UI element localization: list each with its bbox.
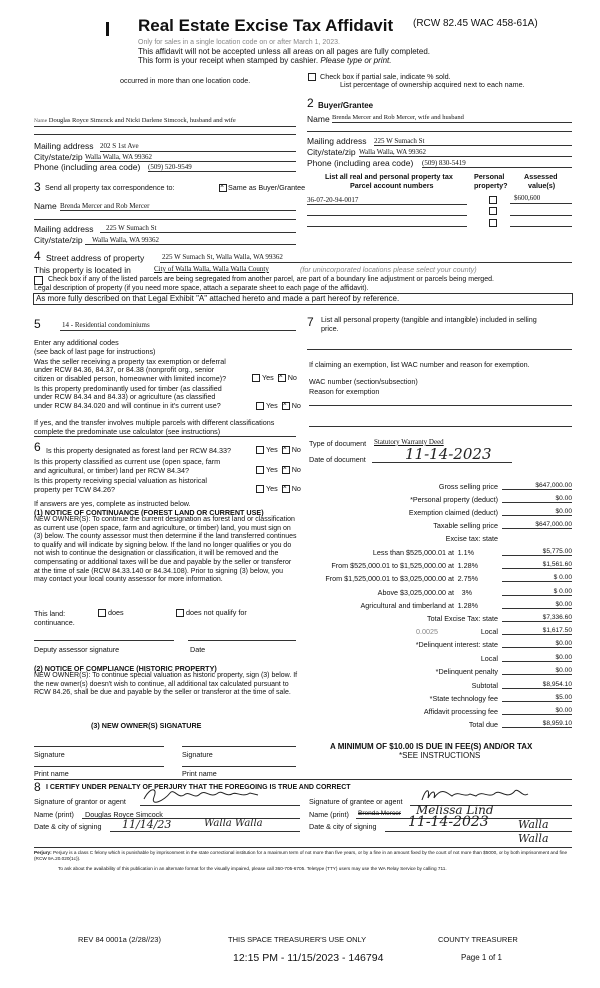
s6-q3-options: Yes × No xyxy=(254,484,301,493)
personal-heading-1: Personal xyxy=(474,172,505,181)
minimum-notice: A MINIMUM OF $10.00 IS DUE IN FEE(S) AND/OR TAX xyxy=(330,742,533,751)
does-option: does xyxy=(96,608,124,617)
section-7-number: 7 xyxy=(307,315,314,329)
s6-q1-yes-checkbox[interactable] xyxy=(256,446,264,454)
deputy-date-label: Date xyxy=(190,645,206,654)
s3-citystate: Walla Walla, WA 99362 xyxy=(92,236,160,244)
s6-q2-yes-checkbox[interactable] xyxy=(256,466,264,474)
s6-q3a: Is this property receiving special valuation as historical xyxy=(34,476,207,485)
grantor-sig-label: Signature of grantor or agent xyxy=(34,797,126,806)
buyer-citystate-label: City/state/zip xyxy=(307,147,356,157)
calc-tech-fee: *State technology fee $5.00 xyxy=(429,694,572,703)
s5-q2b: under RCW 84.34 and 84.33) or agriculture (as classified xyxy=(34,392,216,401)
owner-print-1-label: Print name xyxy=(34,769,69,778)
personal-heading-2: property? xyxy=(474,181,508,190)
header-note-1: Only for sales in a single location code on or after March 1, 2023. xyxy=(138,39,340,46)
s5-q1a: Was the seller receiving a property tax exemption or deferral xyxy=(34,357,226,366)
section-2-number: 2 xyxy=(307,96,314,110)
partial-sale-checkbox[interactable] xyxy=(308,73,316,81)
calc-local-2: Local $0.00 xyxy=(480,654,572,663)
s6-q2a: Is this property classified as current use (open space, farm xyxy=(34,457,221,466)
doc-type-label: Type of document xyxy=(309,439,367,448)
does-not-option: does not qualify for xyxy=(174,608,247,617)
unincorporated-note: (for unincorporated locations please select your county) xyxy=(300,265,477,274)
s6-answers: If answers are yes, complete as instructed below. xyxy=(34,499,191,508)
s5-q2-yes-checkbox[interactable] xyxy=(256,402,264,410)
calc-local: 0.0025 Local $1,617.50 xyxy=(416,627,572,636)
s6-q3-no-checkbox[interactable] xyxy=(282,485,290,493)
continuance-label: continuance. xyxy=(34,618,75,627)
this-land-label: This land: xyxy=(34,609,66,618)
calc-subtotal: Subtotal $8,954.10 xyxy=(471,681,572,690)
owner-signature-1-label: Signature xyxy=(34,750,65,759)
segregated-label: Check box if any of the listed parcels are being segregated from another parcel, are part of a boundary line adjustment or parcels being merged. xyxy=(48,276,494,283)
s5-q3a: If yes, and the transfer involves multiple parcels with different classifications xyxy=(34,418,275,427)
calc-total-state: Total Excise Tax: state $7,336.60 xyxy=(427,614,572,623)
s6-q1: Is this property designated as forest land per RCW 84.33? xyxy=(46,446,231,455)
parcel-number: 36-07-20-94-0017 xyxy=(307,196,359,204)
owner-print-2-label: Print name xyxy=(182,769,217,778)
form-revision: REV 84 0001a (2/28//23) xyxy=(78,935,161,944)
alternate-format-notice: To ask about the availability of this publication in an alternate format for the visually impaired, please call 360-705-6705. Teletype (TTY) users may use the WA Relay Service by calling 711. xyxy=(58,866,447,871)
correspondence-label: Send all property tax correspondence to: xyxy=(45,183,175,192)
see-back-label: (see back of last page for instructions) xyxy=(34,347,156,356)
perjury-notice: Perjury: Perjury is a class C felony which is punishable by imprisonment in the state correctional institution for a maximum term of not more than five years, or by a fine in an amount fixed by the court of not more than $5000, or by both imprisonment and fine (RCW 9A.20.020(1c)). xyxy=(34,850,568,861)
section-6-number: 6 xyxy=(34,440,41,454)
form-rcw: (RCW 82.45 WAC 458-61A) xyxy=(413,18,538,29)
grantor-name-label: Name (print) xyxy=(34,810,74,819)
grantor-name: Douglas Royce Simcock xyxy=(85,810,163,819)
s3-citystate-label: City/state/zip xyxy=(34,235,83,245)
seller-mailing: 202 S 1st Ave xyxy=(100,142,139,150)
grantee-sig-label: Signature of grantee or agent xyxy=(309,797,403,806)
partial-sale-label: Check box if partial sale, indicate % sold. xyxy=(320,72,451,81)
seller-phone-label: Phone (including area code) xyxy=(34,162,141,172)
grantee-name-struck: Brenda Mercer xyxy=(358,810,401,817)
buyer-heading: Buyer/Grantee xyxy=(318,101,374,110)
additional-codes-label: Enter any additional codes xyxy=(34,338,119,347)
calc-delinquent-interest: *Delinquent interest: state $0.00 xyxy=(415,640,572,649)
does-not-checkbox[interactable] xyxy=(176,609,184,617)
s5-q2a: Is this property predominantly used for timber (as classified xyxy=(34,384,222,393)
multi-location-note: occurred in more than one location code. xyxy=(120,76,251,85)
s3-name: Brenda Mercer and Rob Mercer xyxy=(60,202,150,210)
s6-q1-options: Yes × No xyxy=(254,445,301,454)
s3-name-label: Name xyxy=(34,201,57,211)
doc-date-label: Date of document xyxy=(309,455,366,464)
grantor-signature xyxy=(140,785,290,805)
parcel-heading-2: Parcel account numbers xyxy=(350,181,434,190)
see-instructions: *SEE INSTRUCTIONS xyxy=(399,751,481,760)
section-5-number: 5 xyxy=(34,317,41,331)
grantee-name-label: Name (print) xyxy=(309,810,349,819)
grantor-city: Walla Walla xyxy=(204,818,263,829)
section-8-number: 8 xyxy=(34,780,41,794)
same-as-buyer-checkbox[interactable] xyxy=(219,184,227,192)
calc-total-due: Total due $8,959.10 xyxy=(468,720,572,729)
section-3-number: 3 xyxy=(34,180,41,194)
parcel-value: $600,600 xyxy=(514,194,541,202)
deputy-signature-label: Deputy assessor signature xyxy=(34,645,120,654)
calc-agricultural: Agricultural and timberland at 1.28% $0.00 xyxy=(360,601,572,610)
doc-type: Statutory Warranty Deed xyxy=(374,438,444,446)
s5-q2-options: Yes × No xyxy=(254,401,301,410)
notice-2-title: (2) NOTICE OF COMPLIANCE (HISTORIC PROPERTY) xyxy=(34,664,217,673)
assessed-heading-2: value(s) xyxy=(528,181,556,190)
assessed-heading-1: Assessed xyxy=(524,172,558,181)
s6-q2-no-checkbox[interactable] xyxy=(282,466,290,474)
form-title: Real Estate Excise Tax Affidavit xyxy=(138,16,394,35)
seller-name: Name Douglas Royce Simcock and Nicki Darlene Simcock, husband and wife xyxy=(34,117,236,124)
notice-1-body: NEW OWNER(S): To continue the current designation as forest land or classification as current use (open space, farm and agriculture, or timber) land, you must sign on (3) below. The county assessor must then determine if the land transferred continues to qualify and will indicate by signing below. If the land no longer qualifies or you do not wish to continue the designation or classification, it will be removed and the compensating or additional taxes will be due and payable by the seller or transferor at the time of sale (RCW 84.33.140 or 84.34.108). Prior to signing (3) below, you may contact your local county assessor for more information. xyxy=(34,516,297,584)
s6-q2-options: Yes × No xyxy=(254,465,301,474)
located-label: This property is located in xyxy=(34,265,131,275)
s3-mailing: 225 W Sumach St xyxy=(106,224,157,232)
calc-tier-2: From $525,000.01 to $1,525,000.00 at 1.28% $1,561.60 xyxy=(331,561,572,570)
calc-delinquent-penalty: *Delinquent penalty $0.00 xyxy=(435,667,572,676)
calc-tier-1: Less than $525,000.01 at 1.1% $5,775.00 xyxy=(372,548,572,557)
parcel-2-personal-checkbox[interactable] xyxy=(489,207,497,215)
buyer-mailing-label: Mailing address xyxy=(307,136,367,146)
calc-gross: Gross selling price $647,000.00 xyxy=(438,482,572,491)
grantor-date-label: Date & city of signing xyxy=(34,822,102,831)
located-in: City of Walla Walla, Walla Walla County xyxy=(154,265,269,273)
calc-exempt: Exemption claimed (deduct) $0.00 xyxy=(408,508,572,517)
grantor-date: 11/14/23 xyxy=(122,818,172,831)
s5-q1b: under RCW 84.36, 84.37, or 84.38 (nonprofit org., senior xyxy=(34,365,215,374)
exemption-label: If claiming an exemption, list WAC number and reason for exemption. xyxy=(309,360,530,369)
s5-q2c: under RCW 84.34.020 and will continue in it's current use? xyxy=(34,401,221,410)
s5-q3b: complete the predominate use calculator (see instructions) xyxy=(34,427,221,436)
calc-taxable: Taxable selling price $647,000.00 xyxy=(433,521,572,530)
parcel-heading-1: List all real and personal property tax xyxy=(325,172,453,181)
grantee-name: Melissa Lind xyxy=(416,803,494,817)
seller-mailing-label: Mailing address xyxy=(34,141,94,151)
calc-tier-3: From $1,525,000.01 to $3,025,000.00 at 2.75% $ 0.00 xyxy=(325,574,572,583)
s6-q1-no-checkbox[interactable] xyxy=(282,446,290,454)
corner-mark xyxy=(106,22,109,36)
buyer-phone-label: Phone (including area code) xyxy=(307,158,414,168)
notice-1-title: (1) NOTICE OF CONTINUANCE (FOREST LAND OR CURRENT USE) xyxy=(34,508,264,517)
does-checkbox[interactable] xyxy=(98,609,106,617)
buyer-name: Brenda Mercer and Rob Mercer, wife and husband xyxy=(332,114,464,121)
s5-q1-yes-checkbox[interactable] xyxy=(252,374,260,382)
s6-q3-yes-checkbox[interactable] xyxy=(256,485,264,493)
segregated-checkbox[interactable] xyxy=(34,276,43,285)
ownership-label: List percentage of ownership acquired next to each name. xyxy=(340,80,525,89)
header-note-3: This form is your receipt when stamped by cashier. Please type or print. xyxy=(138,56,392,65)
calc-excise-state: Excise tax: state xyxy=(445,534,498,543)
grantee-signature xyxy=(418,784,568,804)
calc-affidavit-fee: Affidavit processing fee $0.00 xyxy=(423,707,572,716)
calc-personal: *Personal property (deduct) $0.00 xyxy=(410,495,572,504)
parcel-3-personal-checkbox[interactable] xyxy=(489,219,497,227)
certify-statement: I CERTIFY UNDER PENALTY OF PERJURY THAT THE FOREGOING IS TRUE AND CORRECT xyxy=(46,784,351,791)
grantee-date: 11-14-2023 xyxy=(408,814,489,830)
notice-2-body: NEW OWNER(S): To continue special valuation as historic property, sign (3) below. If the new owner(s) doesn't wish to continue, all additional tax calculated pursuant to RCW 84.26, shall be due and payable by the seller or transferor at the time of sale. xyxy=(34,672,298,697)
owner-signature-2-label: Signature xyxy=(182,750,213,759)
grantee-date-label: Date & city of signing xyxy=(309,822,377,831)
s6-q3b: property per TCW 84.26? xyxy=(34,485,115,494)
street-address: 225 W Sumach St, Walla Walla, WA 99362 xyxy=(162,253,283,261)
buyer-name-label: Name xyxy=(307,114,330,124)
seller-citystate-label: City/state/zip xyxy=(34,152,83,162)
seller-phone: (509) 520-9549 xyxy=(148,163,192,171)
s5-q1-options: Yes × No xyxy=(250,373,297,382)
legal-label: Legal description of property (if you need more space, attach a separate sheet to each page of the affidavit). xyxy=(34,285,369,292)
personal-property-label-1: List all personal property (tangible and intangible) included in selling xyxy=(321,315,537,324)
county-treasurer-label: COUNTY TREASURER xyxy=(438,935,518,944)
s6-q2b: and agricultural, or timber) land per RCW 84.34? xyxy=(34,466,190,475)
s5-q1-no-checkbox[interactable] xyxy=(278,374,286,382)
s5-q1c: citizen or disabled person, homeowner with limited income)? xyxy=(34,374,227,383)
s5-q2-no-checkbox[interactable] xyxy=(282,402,290,410)
header-note-2: This affidavit will not be accepted unless all areas on all pages are fully completed. xyxy=(138,47,431,56)
same-as-buyer-label: Same as Buyer/Grantee xyxy=(228,183,306,192)
buyer-citystate: Walla Walla, WA 99362 xyxy=(359,148,427,156)
legal-description: As more fully described on that Legal Exhibit "A" attached hereto and made a part hereof by reference. xyxy=(33,293,573,305)
reason-label: Reason for exemption xyxy=(309,387,380,396)
grantee-city: Walla Walla xyxy=(518,818,549,845)
s3-mailing-label: Mailing address xyxy=(34,224,94,234)
doc-date: 11-14-2023 xyxy=(405,445,492,463)
calc-tier-4: Above $3,025,000.00 at 3% $ 0.00 xyxy=(377,588,572,597)
wac-label: WAC number (section/subsection) xyxy=(309,377,418,386)
receipt-stamp: 12:15 PM - 11/15/2023 - 146794 xyxy=(233,952,384,964)
page-number: Page 1 of 1 xyxy=(461,953,502,962)
personal-property-label-2: price. xyxy=(321,324,339,333)
notice-3-title: (3) NEW OWNER(S) SIGNATURE xyxy=(91,721,202,730)
calc-gross-value: $647,000.00 xyxy=(502,482,572,490)
parcel-1-personal-checkbox[interactable] xyxy=(489,196,497,204)
seller-citystate: Walla Walla, WA 99362 xyxy=(85,153,153,161)
buyer-phone: (509) 830-5419 xyxy=(422,159,466,167)
use-code: 14 - Residential condominiums xyxy=(62,321,150,329)
buyer-mailing: 225 W Sumach St xyxy=(374,137,425,145)
street-label: Street address of property xyxy=(46,253,145,263)
treasurer-space-label: THIS SPACE TREASURER'S USE ONLY xyxy=(228,935,367,944)
section-4-number: 4 xyxy=(34,249,41,263)
